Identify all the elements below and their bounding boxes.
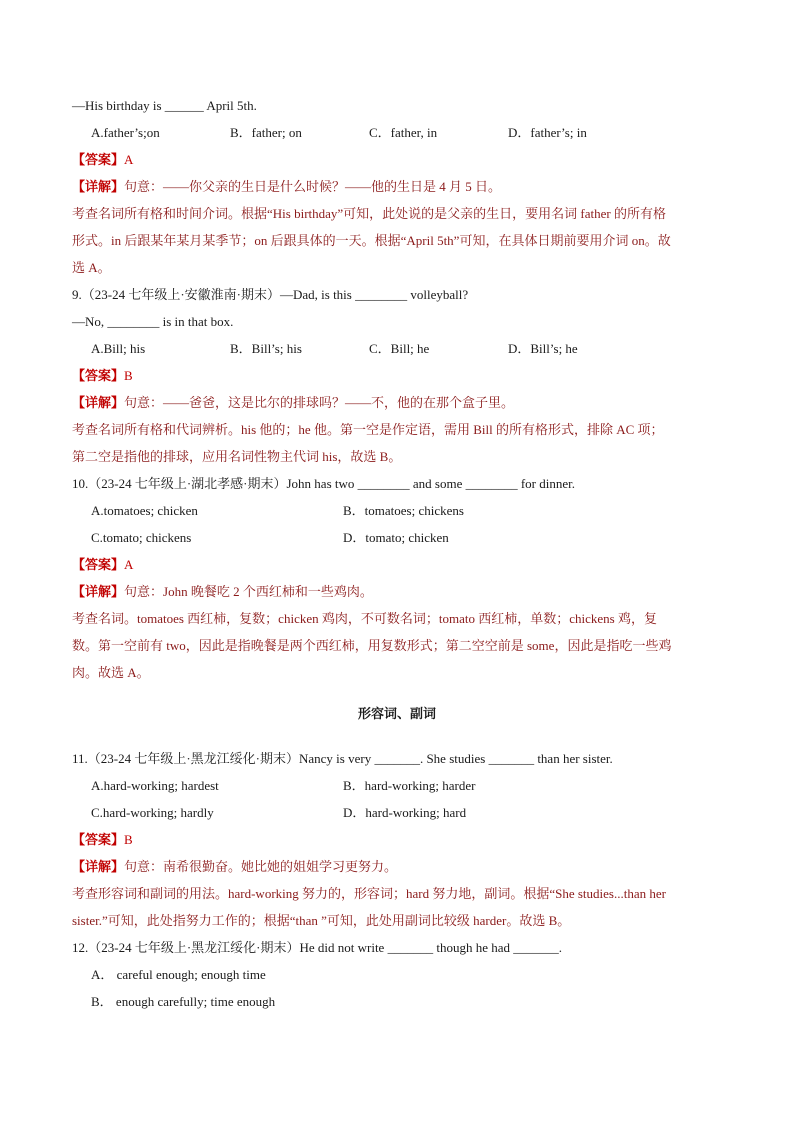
section-title: 形容词、副词 [357,706,436,721]
question-text: 11.（23-24 七年级上·黑龙江绥化·期末）Nancy is very _______. She studies _______ than her sister. [72,751,613,766]
options-row [72,524,722,551]
answer-value: A [124,152,134,167]
option-b: B． enough carefully; time enough [91,994,276,1009]
answer-label: 【答案】 [72,832,125,847]
detail-text: 考查名词。tomatoes 西红柿，复数；chicken 鸡肉，不可数名词；tomato 西红柿，单数；chickens 鸡，复 [72,611,657,626]
detail-text: 句意：——爸爸，这是比尔的排球吗？——不，他的在那个盒子里。 [124,395,515,410]
option-a: A.tomatoes; chicken [91,503,198,518]
options-row [72,119,722,146]
option-a: A.Bill; his [91,341,146,356]
options-row [72,335,722,362]
detail-text: 第二空是指他的排球，应用名词性物主代词 his，故选 B。 [72,449,402,464]
answer-line [72,146,722,173]
detail-line [72,853,722,880]
answer-value: A [124,557,134,572]
option-b: B．father; on [230,125,302,140]
answer-value: B [124,368,133,383]
detail-line [72,578,722,605]
options-row [72,497,722,524]
option-a: A.hard-working; hardest [91,778,219,793]
detail-line [72,173,722,200]
detail-text: 句意：南希很勤奋。她比她的姐姐学习更努力。 [124,859,398,874]
answer-value: B [124,832,133,847]
document-page [72,92,722,1015]
option-d: D．father’s; in [508,125,587,140]
answer-label: 【答案】 [72,557,125,572]
detail-text: sister.”可知，此处指努力工作的；根据“than ”可知，此处用副词比较级 harder。故选 B。 [72,913,571,928]
question-text: —No, ________ is in that box. [72,314,234,329]
question-text: —His birthday is ______ April 5th. [72,98,257,113]
option-d: D．Bill’s; he [508,341,578,356]
detail-label: 【详解】 [72,395,125,410]
detail-label: 【详解】 [72,859,125,874]
detail-label: 【详解】 [72,584,125,599]
detail-text: 考查形容词和副词的用法。hard-working 努力的，形容词；hard 努力地，副词。根据“She studies...than her [72,886,666,901]
answer-label: 【答案】 [72,152,125,167]
detail-text: 数。第一空前有 two，因此是指晚餐是两个西红柿，用复数形式；第二空空前是 some，因此是指吃一些鸡 [72,638,672,653]
option-a: A.father’s;on [91,125,160,140]
detail-text: 考查名词所有格和代词辨析。his 他的；he 他。第一空是作定语，需用 Bill 的所有格形式，排除 AC 项； [72,422,664,437]
option-c: C．Bill; he [369,341,430,356]
detail-text: 肉。故选 A。 [72,665,150,680]
option-a: A． careful enough; enough time [91,967,266,982]
answer-line [72,551,722,578]
option-c: C．father, in [369,125,438,140]
question-text: 9.（23-24 七年级上·安徽淮南·期末）—Dad, is this ________ volleyball? [72,287,469,302]
detail-line [72,389,722,416]
question-text: 10.（23-24 七年级上·湖北孝感·期末）John has two ________ and some ________ for dinner. [72,476,575,491]
detail-text: 选 A。 [72,260,111,275]
option-d: D．tomato; chicken [343,530,449,545]
question-text: 12.（23-24 七年级上·黑龙江绥化·期末）He did not write _______ though he had _______. [72,940,562,955]
option-c: C.tomato; chickens [91,530,192,545]
option-b: B．Bill’s; his [230,341,302,356]
option-b: B．hard-working; harder [343,778,476,793]
detail-label: 【详解】 [72,179,125,194]
option-d: D．hard-working; hard [343,805,467,820]
answer-line [72,362,722,389]
options-row [72,772,722,799]
detail-text: 形式。in 后跟某年某月某季节；on 后跟具体的一天。根据“April 5th”可知，在具体日期前要用介词 on。故 [72,233,671,248]
detail-text: 句意：——你父亲的生日是什么时候？——他的生日是 4 月 5 日。 [124,179,502,194]
answer-line [72,826,722,853]
detail-text: 句意：John 晚餐吃 2 个西红柿和一些鸡肉。 [124,584,373,599]
answer-label: 【答案】 [72,368,125,383]
option-c: C.hard-working; hardly [91,805,214,820]
option-b: B．tomatoes; chickens [343,503,464,518]
detail-text: 考查名词所有格和时间介词。根据“His birthday”可知，此处说的是父亲的生日，要用名词 father 的所有格 [72,206,666,221]
options-row [72,799,722,826]
